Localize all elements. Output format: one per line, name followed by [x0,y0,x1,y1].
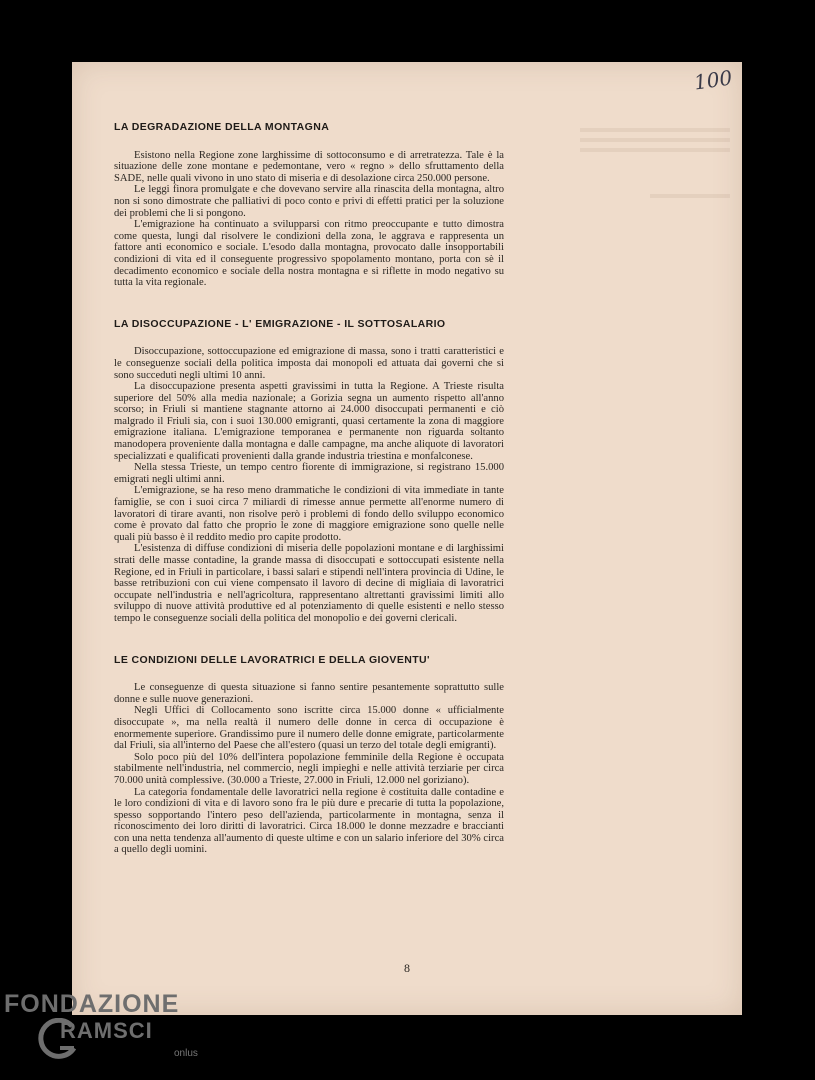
paragraph: Solo poco più del 10% dell'intera popolazione femminile della Regione è occupata stabilmente nell'industria, nel commercio, negli impieghi e nelle attività terziarie per circa 70.000 unità complessive. (30.000 a Trieste, 27.000 in Friuli, 12.000 nel goriziano). [114,751,504,786]
document-body [114,122,504,886]
paragraph: La categoria fondamentale delle lavoratrici nella regione è costituita dalle contadine e le loro condizioni di vita e di lavoro sono fra le più dure e precarie di tutta la popolazione, spesso sopportando l'intero peso dell'azienda, particolarmente in montagna, senza il riconoscimento dei loro diritti di lavoratrici. Circa 18.000 le donne mezzadre e braccianti con una netta tendenza all'aumento di queste ultime e con un salario inferiore del 30% circa a quello degli uomini. [114,786,504,856]
document-page [72,62,742,1015]
section-heading: LA DISOCCUPAZIONE - L' EMIGRAZIONE - IL SOTTOSALARIO [114,317,446,330]
paragraph: La disoccupazione presenta aspetti gravissimi in tutta la Regione. A Trieste risulta superiore del 50% alla media nazionale; a Gorizia segna un aumento rispetto all'anno scorso; in Friuli si mantiene stagnante attorno ai 24.000 disoccupati permanenti e ciò malgrado il Friuli sia, con i suoi 130.000 emigranti, quasi certamente la zona di maggiore emigrazione italiana. L'emigrazione temporanea e permanente non riguarda soltanto manodopera proveniente dalla montagna e dalle campagne, ma anche aliquote di lavoratori specializzati e qualificati provenienti dalla grande industria triestina e monfalconese. [114,381,504,462]
section-heading: LE CONDIZIONI DELLE LAVORATRICI E DELLA GIOVENTU' [114,653,430,666]
section-lavoratrici [114,655,504,857]
paragraph: Disoccupazione, sottoccupazione ed emigrazione di massa, sono i tratti caratteristici e le conseguenze sociali della politica imposta dai monopoli ed attuata dai governi che si sono succeduti negli ultimi 10 anni. [114,346,504,381]
paragraph: Le conseguenze di questa situazione si fanno sentire pesantemente soprattutto sulle donne e sulle nuove generazioni. [114,682,504,705]
logo-text-onlus: onlus [174,1048,198,1059]
paragraph: L'emigrazione ha continuato a svilupparsi con ritmo preoccupante e tutto dimostra come questa, lungi dal risolvere le condizioni della zona, le aggrava e rappresenta un fattore anti economico e sociale. L'esodo dalla montagna, provocato dalle insopportabili condizioni di vita ed il conseguente progressivo spopolamento montano, porta con sè il decadimento economico e sociale della nostra montagna e si riflette in modo negativo su tutta la vita regionale. [114,219,504,289]
section-disoccupazione [114,319,504,625]
bleed-through-mark [580,128,730,132]
page-number: 8 [404,961,410,975]
logo-text-gramsci: RAMSCI [60,1018,153,1043]
fondazione-gramsci-logo [4,990,204,1070]
paragraph: Negli Uffici di Collocamento sono iscritte circa 15.000 donne « ufficialmente disoccupate », ma nella realtà il numero delle donne in cerca di occupazione è enormemente superiore. Grandissimo pure il numero delle donne emigrate, particolarmente dal Friuli, sia all'interno del Paese che all'estero (quasi un terzo del totale degli emigranti). [114,705,504,752]
bleed-through-mark [580,138,730,142]
paragraph: Le leggi finora promulgate e che dovevano servire alla rinascita della montagna, altro non si sono dimostrate che palliativi di poco conto e privi di effetti pratici per la soluzione dei problemi che li si pongono. [114,184,504,219]
paragraph: L'emigrazione, se ha reso meno drammatiche le condizioni di vita immediate in tante famiglie, se con i suoi circa 7 miliardi di rimesse annue permette all'enorme numero di lavoratori di tirare avanti, non risolve però i problemi di fondo dello sviluppo economico come è provato dal fatto che proprio le zone di maggiore emigrazione sono quelle nelle quali più basso è il reddito medio pro capite prodotto. [114,485,504,543]
section-montagna [114,122,504,289]
logo-text-fondazione: FONDAZIONE [4,990,180,1018]
bleed-through-mark [650,194,730,198]
paragraph: L'esistenza di diffuse condizioni di miseria delle popolazioni montane e di larghissimi strati delle masse contadine, la grande massa di disoccupati e sottoccupati esistente nella Regione, ed in Friuli in particolare, i bassi salari e stipendi nell'intera provincia di Udine, le basse retribuzioni con cui viene compensato il lavoro di decine di migliaia di lavoratrici occupate nell'industria e nell'agricoltura, rappresentano altrettanti gravissimi limiti allo sviluppo di nuove attività produttive ed al potenziamento di quelle esistenti e nello stesso tempo le conseguenze sociali della politica del monopolio e dei governi clericali. [114,543,504,624]
section-heading: LA DEGRADAZIONE DELLA MONTAGNA [114,121,330,133]
handwritten-annotation: 100 [692,65,734,95]
bleed-through-mark [580,148,730,152]
paragraph: Nella stessa Trieste, un tempo centro fiorente di immigrazione, si registrano 15.000 emigrati negli ultimi anni. [114,462,504,485]
paragraph: Esistono nella Regione zone larghissime di sottoconsumo e di arretratezza. Tale è la situazione delle zone montane e pedemontane, vero « regno » dello sfruttamento della SADE, nelle quali vivono in uno stato di miseria e di desolazione circa 250.000 persone. [114,149,504,184]
